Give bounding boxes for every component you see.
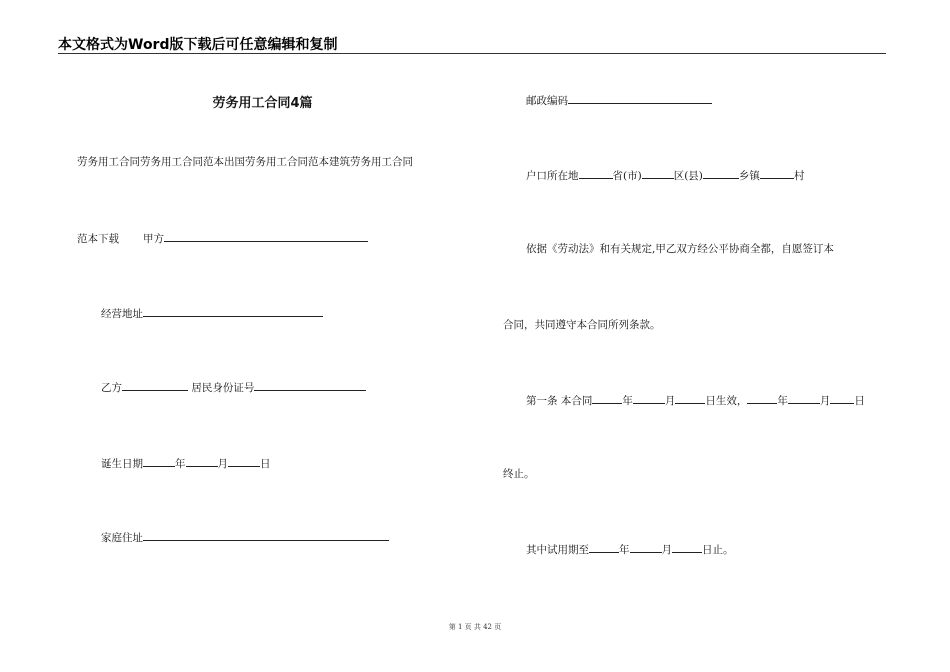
postcode-blank[interactable] <box>568 93 712 104</box>
trial-day-blank[interactable] <box>672 542 702 553</box>
end-year-blank[interactable] <box>747 393 777 404</box>
trial-year-blank[interactable] <box>589 542 619 553</box>
article-1-prefix: 第一条 本合同 <box>526 395 593 407</box>
district-blank[interactable] <box>642 168 674 179</box>
end-month-blank[interactable] <box>788 393 820 404</box>
start-day-blank[interactable] <box>675 393 705 404</box>
year-label: 年 <box>175 458 186 470</box>
postcode-line <box>526 93 712 108</box>
district-label: 区(县) <box>673 170 703 182</box>
party-b-line <box>101 380 366 395</box>
address-line <box>101 306 323 321</box>
basis-line-1: 依据《劳动法》和有关规定,甲乙双方经公平协商全都，自愿签订本 <box>526 243 834 255</box>
start-year-blank[interactable] <box>592 393 622 404</box>
basis-line-2: 合同，共同遵守本合同所列条款。 <box>503 319 661 331</box>
article-1-end-line: 终止。 <box>503 468 535 480</box>
day-label: 日 <box>260 458 271 470</box>
end-day-blank[interactable] <box>830 393 854 404</box>
birth-year-blank[interactable] <box>143 456 175 467</box>
party-a-line <box>77 231 368 246</box>
province-blank[interactable] <box>579 168 613 179</box>
intro-line: 劳务用工合同劳务用工合同范本出国劳务用工合同范本建筑劳务用工合同 <box>77 156 413 168</box>
trial-end-label: 日止。 <box>702 544 734 556</box>
article-1-line <box>526 393 865 408</box>
home-address-blank[interactable] <box>143 530 389 541</box>
party-a-label: 甲方 <box>143 233 164 245</box>
hukou-label: 户口所在地 <box>526 170 579 182</box>
birth-day-blank[interactable] <box>228 456 260 467</box>
month-label: 月 <box>217 458 228 470</box>
postcode-label: 邮政编码 <box>526 95 568 107</box>
trial-period-line <box>526 542 734 557</box>
end-day-label: 日 <box>854 395 865 407</box>
address-blank[interactable] <box>143 306 323 317</box>
trial-month-label: 月 <box>661 544 672 556</box>
start-year-label: 年 <box>622 395 633 407</box>
town-blank[interactable] <box>703 168 739 179</box>
document-title: 劳务用工合同4篇 <box>212 96 313 111</box>
id-number-label: 居民身份证号 <box>191 382 255 394</box>
start-month-blank[interactable] <box>633 393 665 404</box>
start-month-label: 月 <box>664 395 676 407</box>
intro-continuation: 范本下载 <box>77 233 119 245</box>
party-b-blank[interactable] <box>122 380 188 391</box>
end-month-label: 月 <box>819 395 831 407</box>
town-label: 乡镇 <box>738 170 760 182</box>
home-address-line <box>101 530 389 545</box>
province-label: 省(市) <box>612 170 642 182</box>
trial-period-label: 其中试用期至 <box>526 544 589 556</box>
end-year-label: 年 <box>777 395 788 407</box>
page-footer: 第 1 页 共 42 页 <box>448 623 502 631</box>
birth-month-blank[interactable] <box>186 456 218 467</box>
birth-date-line <box>101 456 271 471</box>
document-banner: 本文格式为Word版下载后可任意编辑和复制 <box>58 37 338 53</box>
party-b-label: 乙方 <box>101 382 122 394</box>
hukou-line <box>526 168 804 183</box>
village-label: 村 <box>793 170 805 182</box>
address-label: 经营地址 <box>101 308 143 320</box>
id-number-blank[interactable] <box>254 380 366 391</box>
banner-divider <box>58 53 886 54</box>
trial-year-label: 年 <box>619 544 630 556</box>
effective-label: 日生效， <box>705 395 748 407</box>
home-address-label: 家庭住址 <box>101 532 143 544</box>
party-a-blank[interactable] <box>164 231 368 242</box>
village-blank[interactable] <box>760 168 794 179</box>
birth-date-label: 诞生日期 <box>101 458 143 470</box>
trial-month-blank[interactable] <box>630 542 662 553</box>
